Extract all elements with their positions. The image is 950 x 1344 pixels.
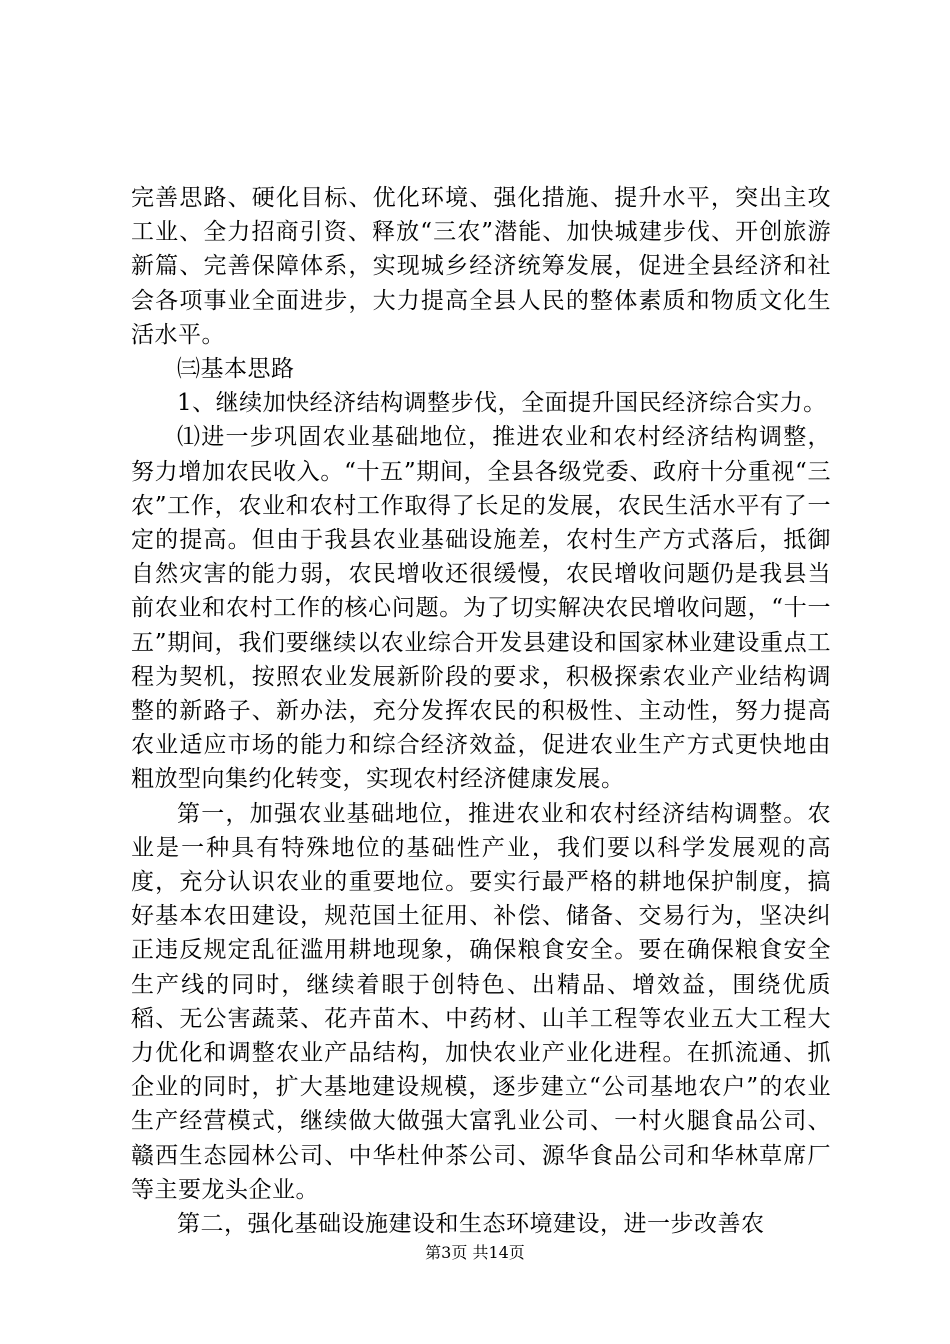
section-heading-basic-approach: ㈢基本思路 — [177, 356, 295, 383]
document-body — [131, 181, 831, 1241]
paragraph-first-point: 第一，加强农业基础地位，推进农业和农村经济结构调整。农业是一种具有特殊地位的基础性产业，我们要以科学发展观的高度，充分认识农业的重要地位。要实行最严格的耕地保护制度，搞好基本农田建设，规范国土征用、补偿、储备、交易行为，坚决纠正违反规定乱征滥用耕地现象，确保粮食安全。要在确保粮食安全生产线的同时，继续着眼于创特色、出精品、增效益，围绕优质稻、无公害蔬菜、花卉苗木、中药材、山羊工程等农业五大工程大力优化和调整农业产品结构，加快农业产业化进程。在抓流通、抓企业的同时，扩大基地建设规模，逐步建立“公司基地农户”的农业生产经营模式，继续做大做强大富乳业公司、一村火腿食品公司、赣西生态园林公司、中华杜仲茶公司、源华食品公司和华林草席厂等主要龙头企业。 — [131, 800, 831, 1203]
paragraph-second-point: 第二，强化基础设施建设和生态环境建设，进一步改善农 — [177, 1211, 765, 1238]
page-number-footer: 第3页 共14页 — [425, 1243, 525, 1262]
paragraph-agriculture-foundation: ⑴进一步巩固农业基础地位，推进农业和农村经济结构调整，努力增加农民收入。“十五”期间，全县各级党委、政府十分重视“三农”工作，农业和农村工作取得了长足的发展，农民生活水平有了一定的提高。但由于我县农业基础设施差，农村生产方式落后，抵御自然灾害的能力弱，农民增收还很缓慢，农民增收问题仍是我县当前农业和农村工作的核心问题。为了切实解决农民增收问题，“十一五”期间，我们要继续以农业综合开发县建设和国家林业建设重点工程为契机，按照农业发展新阶段的要求，积极探索农业产业结构调整的新路子、新办法，充分发挥农民的积极性、主动性，努力提高农业适应市场的能力和综合经济效益，促进农业生产方式更快地由粗放型向集约化转变，实现农村经济健康发展。 — [131, 424, 831, 793]
item-heading-economic-structure: 1、继续加快经济结构调整步伐，全面提升国民经济综合实力。 — [177, 390, 827, 417]
paragraph-overview-continued: 完善思路、硬化目标、优化环境、强化措施、提升水平，突出主攻工业、全力招商引资、释放“三农”潜能、加快城建步伐、开创旅游新篇、完善保障体系，实现城乡经济统筹发展，促进全县经济和社会各项事业全面进步，大力提高全县人民的整体素质和物质文化生活水平。 — [131, 185, 831, 348]
